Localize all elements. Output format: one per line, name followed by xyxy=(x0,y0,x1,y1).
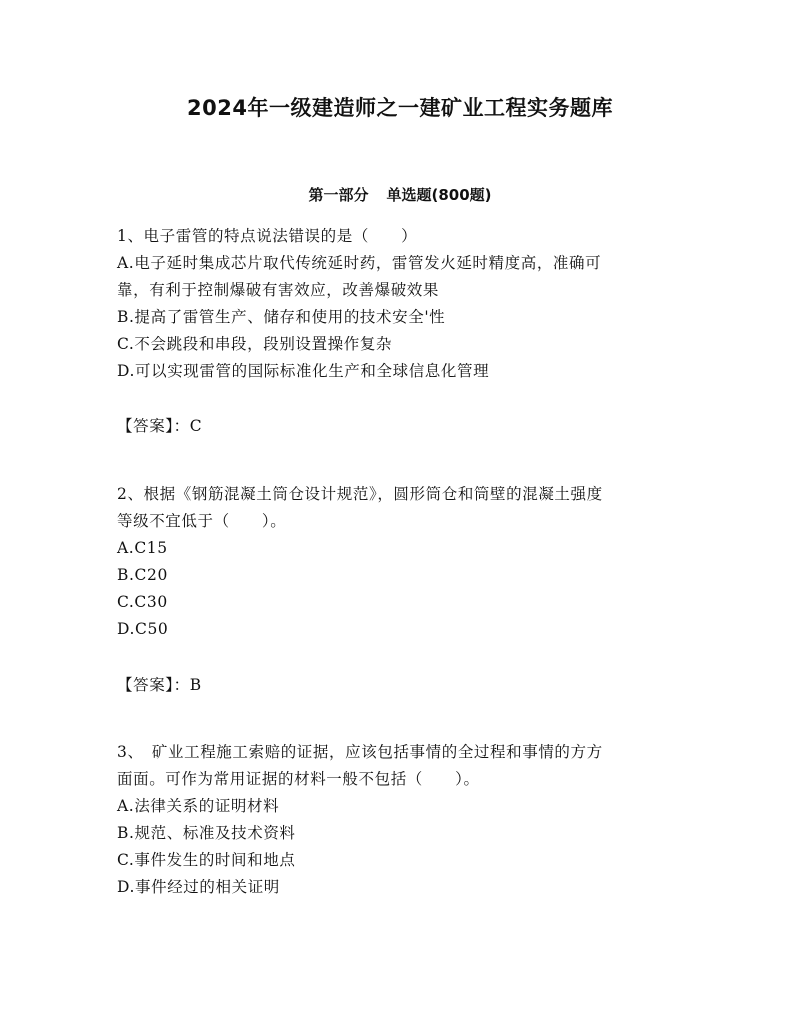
question-stem-line-1: 3、 矿业工程施工索赔的证据，应该包括事情的全过程和事情的方方 xyxy=(117,743,603,761)
option-c: C.不会跳段和串段，段别设置操作复杂 xyxy=(117,335,393,353)
option-c: C.C30 xyxy=(117,593,168,611)
question-stem-line-2: 面面。可作为常用证据的材料一般不包括（ ）。 xyxy=(117,770,480,788)
option-a: A.法律关系的证明材料 xyxy=(117,797,280,815)
section-name: 单选题(800题) xyxy=(386,186,492,204)
option-b: B.C20 xyxy=(117,566,168,584)
question-3 xyxy=(117,739,677,901)
question-stem: 1、电子雷管的特点说法错误的是（ ） xyxy=(117,227,418,245)
option-d: D.可以实现雷管的国际标准化生产和全球信息化管理 xyxy=(117,362,490,380)
option-a-line-2: 靠，有利于控制爆破有害效应，改善爆破效果 xyxy=(117,281,440,299)
question-1 xyxy=(117,223,677,385)
question-2 xyxy=(117,481,677,643)
answer-value: B xyxy=(189,676,202,694)
answer-value: C xyxy=(189,417,203,435)
option-b: B.规范、标准及技术资料 xyxy=(117,824,296,842)
option-c: C.事件发生的时间和地点 xyxy=(117,851,296,869)
option-a-line-1: A.电子延时集成芯片取代传统延时药，雷管发火延时精度高，准确可 xyxy=(117,254,602,272)
question-stem-line-2: 等级不宜低于（ ）。 xyxy=(117,512,287,530)
option-b: B.提高了雷管生产、储存和使用的技术安全'性 xyxy=(117,308,446,326)
option-d: D.事件经过的相关证明 xyxy=(117,878,280,896)
answer-1 xyxy=(117,413,202,440)
question-stem-line-1: 2、根据《钢筋混凝土筒仓设计规范》，圆形筒仓和筒壁的混凝土强度 xyxy=(117,485,603,503)
option-a: A.C15 xyxy=(117,539,168,557)
answer-2 xyxy=(117,672,202,699)
answer-label: 【答案】： xyxy=(117,417,190,435)
option-d: D.C50 xyxy=(117,620,169,638)
section-part: 第一部分 xyxy=(308,186,369,204)
section-heading xyxy=(0,183,800,207)
answer-label: 【答案】： xyxy=(117,676,190,694)
document-title: 2024年一级建造师之一建矿业工程实务题库 xyxy=(187,96,613,120)
